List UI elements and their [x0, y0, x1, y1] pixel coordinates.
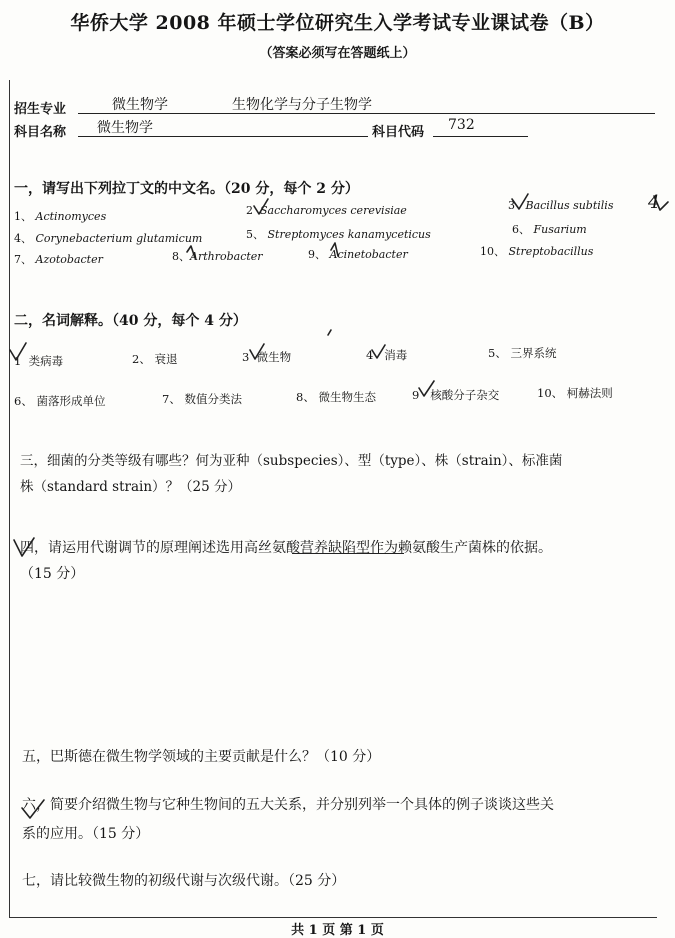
- check-mark: [331, 243, 338, 256]
- subject-value: 微生物学: [97, 120, 153, 136]
- major-value-1: 微生物学: [112, 97, 168, 113]
- section4-line1: 四，请运用代谢调节的原理阐述选用高丝氨酸营养缺陷型作为赖氨酸生产菌株的依据。: [20, 540, 552, 556]
- latin-name: Saccharomyces cerevisiae: [260, 204, 407, 217]
- term-text: 类病毒: [28, 354, 64, 368]
- code-label: 科目代码: [372, 125, 425, 140]
- check-mark: [10, 343, 26, 360]
- item-number: 2、: [132, 352, 151, 366]
- item-number: 4、: [14, 232, 32, 245]
- item-number: 1: [14, 354, 22, 368]
- item-number: 1、: [14, 210, 32, 223]
- subject-label: 科目名称: [14, 125, 67, 140]
- check-mark: [187, 246, 195, 258]
- item-number: 10、: [480, 245, 505, 258]
- latin-name: Fusarium: [533, 223, 587, 236]
- term-text: 三界系统: [510, 346, 557, 360]
- section2-heading: 二，名词解释。（40 分，每个 4 分）: [14, 313, 247, 329]
- item-number: 9、: [308, 248, 326, 261]
- item-number: 9: [412, 388, 420, 402]
- item-number: 8、: [296, 390, 315, 404]
- latin-name: Actinomyces: [35, 210, 107, 223]
- term-text: 微生物生态: [318, 390, 376, 404]
- item-number: 7、: [14, 253, 32, 266]
- page-footer: 共 1 页 第 1 页: [291, 923, 384, 938]
- latin-name: Azotobacter: [35, 253, 103, 266]
- item-number: 8、: [172, 250, 190, 263]
- item-number: 3: [242, 350, 250, 364]
- margin-score-mark: 4: [648, 192, 660, 213]
- section3-line2: 株（standard strain）？（25 分）: [20, 479, 242, 495]
- item-number: 4: [366, 348, 374, 362]
- code-value: 732: [448, 117, 475, 133]
- check-mark: [512, 194, 528, 209]
- item-number: 5、: [488, 346, 507, 360]
- latin-name: Acinetobacter: [329, 248, 408, 261]
- section7-line1: 七，请比较微生物的初级代谢与次级代谢。（25 分）: [22, 873, 346, 889]
- section6-line2: 系的应用。（15 分）: [22, 826, 150, 842]
- major-value-2: 生物化学与分子生物学: [232, 97, 372, 113]
- term-text: 微生物: [256, 350, 292, 364]
- scribble-mark: [328, 330, 331, 335]
- check-mark: [14, 538, 34, 556]
- term-text: 核酸分子杂交: [430, 388, 500, 402]
- latin-name: Arthrobacter: [190, 250, 263, 263]
- section5-line1: 五，巴斯德在微生物学领域的主要贡献是什么？（10 分）: [22, 749, 381, 765]
- major-label: 招生专业: [14, 102, 67, 117]
- item-number: 2: [246, 204, 253, 217]
- term-text: 消毒: [384, 348, 408, 362]
- item-number: 6、: [512, 223, 530, 236]
- item-number: 7、: [162, 392, 181, 406]
- item-number: 5、: [246, 228, 264, 241]
- latin-name: Streptomyces kanamyceticus: [267, 228, 431, 241]
- item-number: 6、: [14, 394, 33, 408]
- item-number: 3: [508, 199, 515, 212]
- check-mark: [250, 344, 264, 359]
- item-number: 10、: [537, 386, 564, 400]
- check-mark: [419, 381, 434, 396]
- check-mark: [254, 199, 268, 214]
- term-text: 衰退: [154, 352, 178, 366]
- exam-subtitle: （答案必须写在答题纸上）: [259, 46, 416, 61]
- section6-line1: 六，简要介绍微生物与它种生物间的五大关系，并分别列举一个具体的例子谈谈这些关: [22, 797, 554, 813]
- exam-title: 华侨大学 2008 年硕士学位研究生入学考试专业课试卷（B）: [70, 12, 605, 34]
- check-mark: [372, 345, 385, 358]
- term-text: 菌落形成单位: [36, 394, 106, 408]
- latin-name: Bacillus subtilis: [525, 199, 614, 212]
- check-mark: [22, 800, 44, 818]
- section4-line2: （15 分）: [20, 566, 85, 582]
- latin-name: Streptobacillus: [508, 245, 594, 258]
- latin-name: Corynebacterium glutamicum: [35, 232, 203, 245]
- term-text: 数值分类法: [184, 392, 242, 406]
- section1-heading: 一，请写出下列拉丁文的中文名。（20 分，每个 2 分）: [14, 181, 359, 197]
- section3-line1: 三，细菌的分类等级有哪些？何为亚种（subspecies）、型（type）、株（strain）、标准菌: [20, 453, 563, 469]
- term-text: 柯赫法则: [566, 386, 613, 400]
